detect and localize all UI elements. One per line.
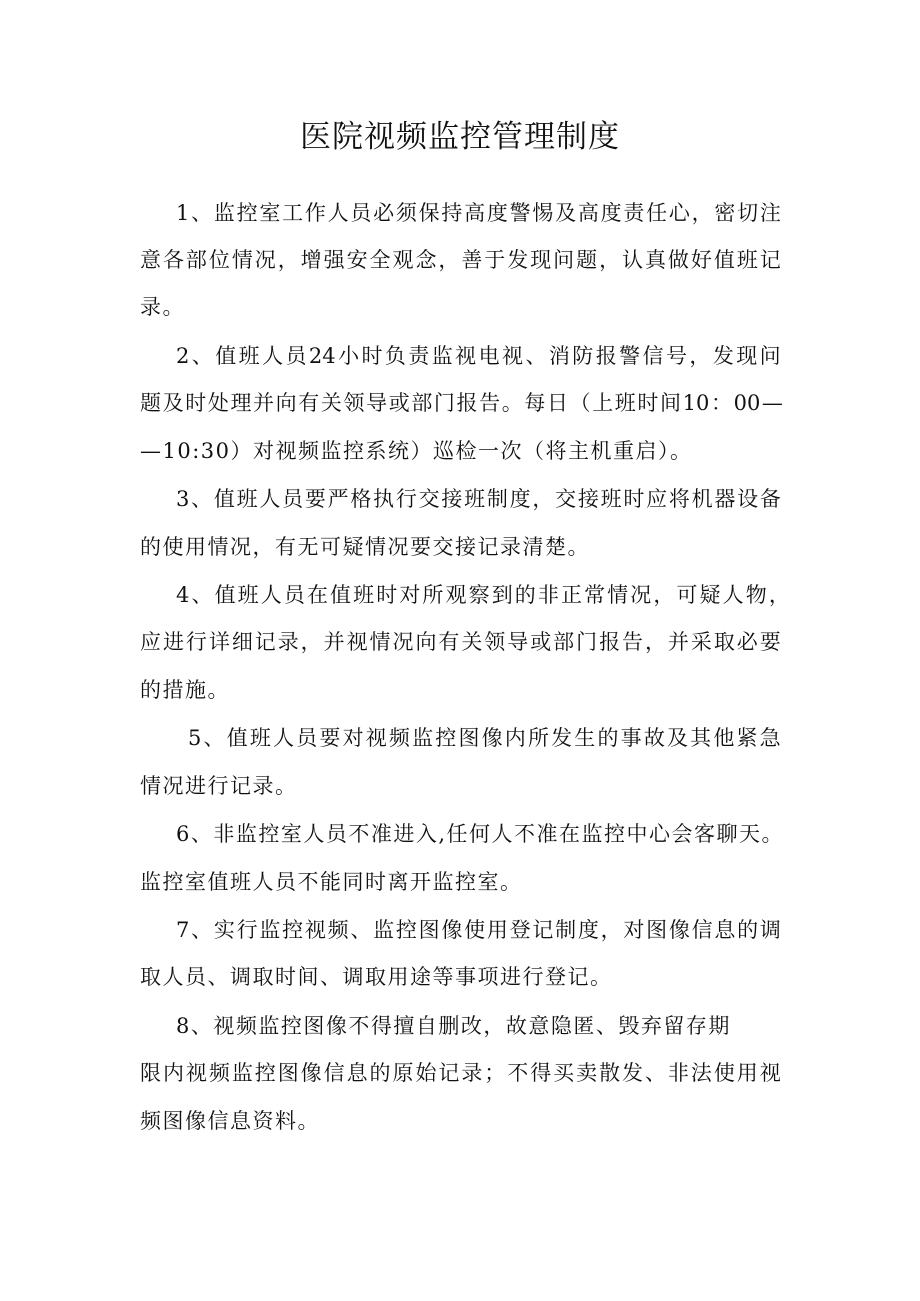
rule-7-line-2: 取人员、调取时间、调取用途等事项进行登记。 (140, 965, 613, 989)
rule-1-line-1: 1 、 监 控 室 工 作 人 员 必 须 保 持 高 度 警 惕 及 高 度 责 任 心 ， 密 切 注 (176, 201, 781, 225)
document-title: 医院视频监控管理制度 (300, 119, 620, 155)
rule-2-line-3: —10:30）对视频监控系统）巡检一次（将主机重启）。 (140, 439, 693, 463)
rule-1-line-2: 意 各 部 位 情 况 ， 增 强 安 全 观 念 ， 善 于 发 现 问 题 ， 认 真 做 好 值 班 记 (140, 248, 781, 272)
rule-3-line-2: 的使用情况，有无可疑情况要交接记录清楚。 (140, 535, 590, 559)
rule-3-line-1: 3 、 值 班 人 员 要 严 格 执 行 交 接 班 制 度 ， 交 接 班 时 应 将 机 器 设 备 (176, 487, 781, 511)
rule-8-line-1: 8、视频监控图像不得擅自删改，故意隐匿、毁弃留存期 (176, 1014, 731, 1038)
rule-6-line-1: 6、非监控室人员不准进入,任何人不准在监控中心会客聊天。 (176, 822, 785, 846)
rule-2-line-1: 2 、 值 班 人 员 24 小 时 负 责 监 视 电 视 、 消 防 报 警 信 号 ， 发 现 问 (176, 344, 781, 368)
rule-2-line-2: 题 及 时 处 理 并 向 有 关 领 导 或 部 门 报 告 。 每 日 （ 上 班 时 间 10 ： 00 — (140, 391, 783, 415)
rule-4-line-1: 4 、 值 班 人 员 在 值 班 时 对 所 观 察 到 的 非 正 常 情 况 ， 可 疑 人 物 ， (176, 583, 790, 607)
rule-7-line-1: 7 、 实 行 监 控 视 频 、 监 控 图 像 使 用 登 记 制 度 ， 对 图 像 信 息 的 调 (176, 918, 781, 942)
rule-1-line-3: 录。 (140, 295, 185, 319)
rule-8-line-2: 限 内 视 频 监 控 图 像 信 息 的 原 始 记 录 ； 不 得 买 卖 散 发 、 非 法 使 用 视 (140, 1061, 781, 1085)
rule-6-line-2: 监控室值班人员不能同时离开监控室。 (140, 870, 523, 894)
rule-4-line-3: 的措施。 (140, 678, 230, 702)
rule-5-line-2: 情况进行记录。 (140, 774, 298, 798)
rule-4-line-2: 应 进 行 详 细 记 录 ， 并 视 情 况 向 有 关 领 导 或 部 门 报 告 ， 并 采 取 必 要 (140, 630, 781, 654)
rule-5-line-1: 5 、 值 班 人 员 要 对 视 频 监 控 图 像 内 所 发 生 的 事 故 及 其 他 紧 急 (188, 726, 781, 750)
rule-8-line-3: 频图像信息资料。 (140, 1109, 320, 1133)
